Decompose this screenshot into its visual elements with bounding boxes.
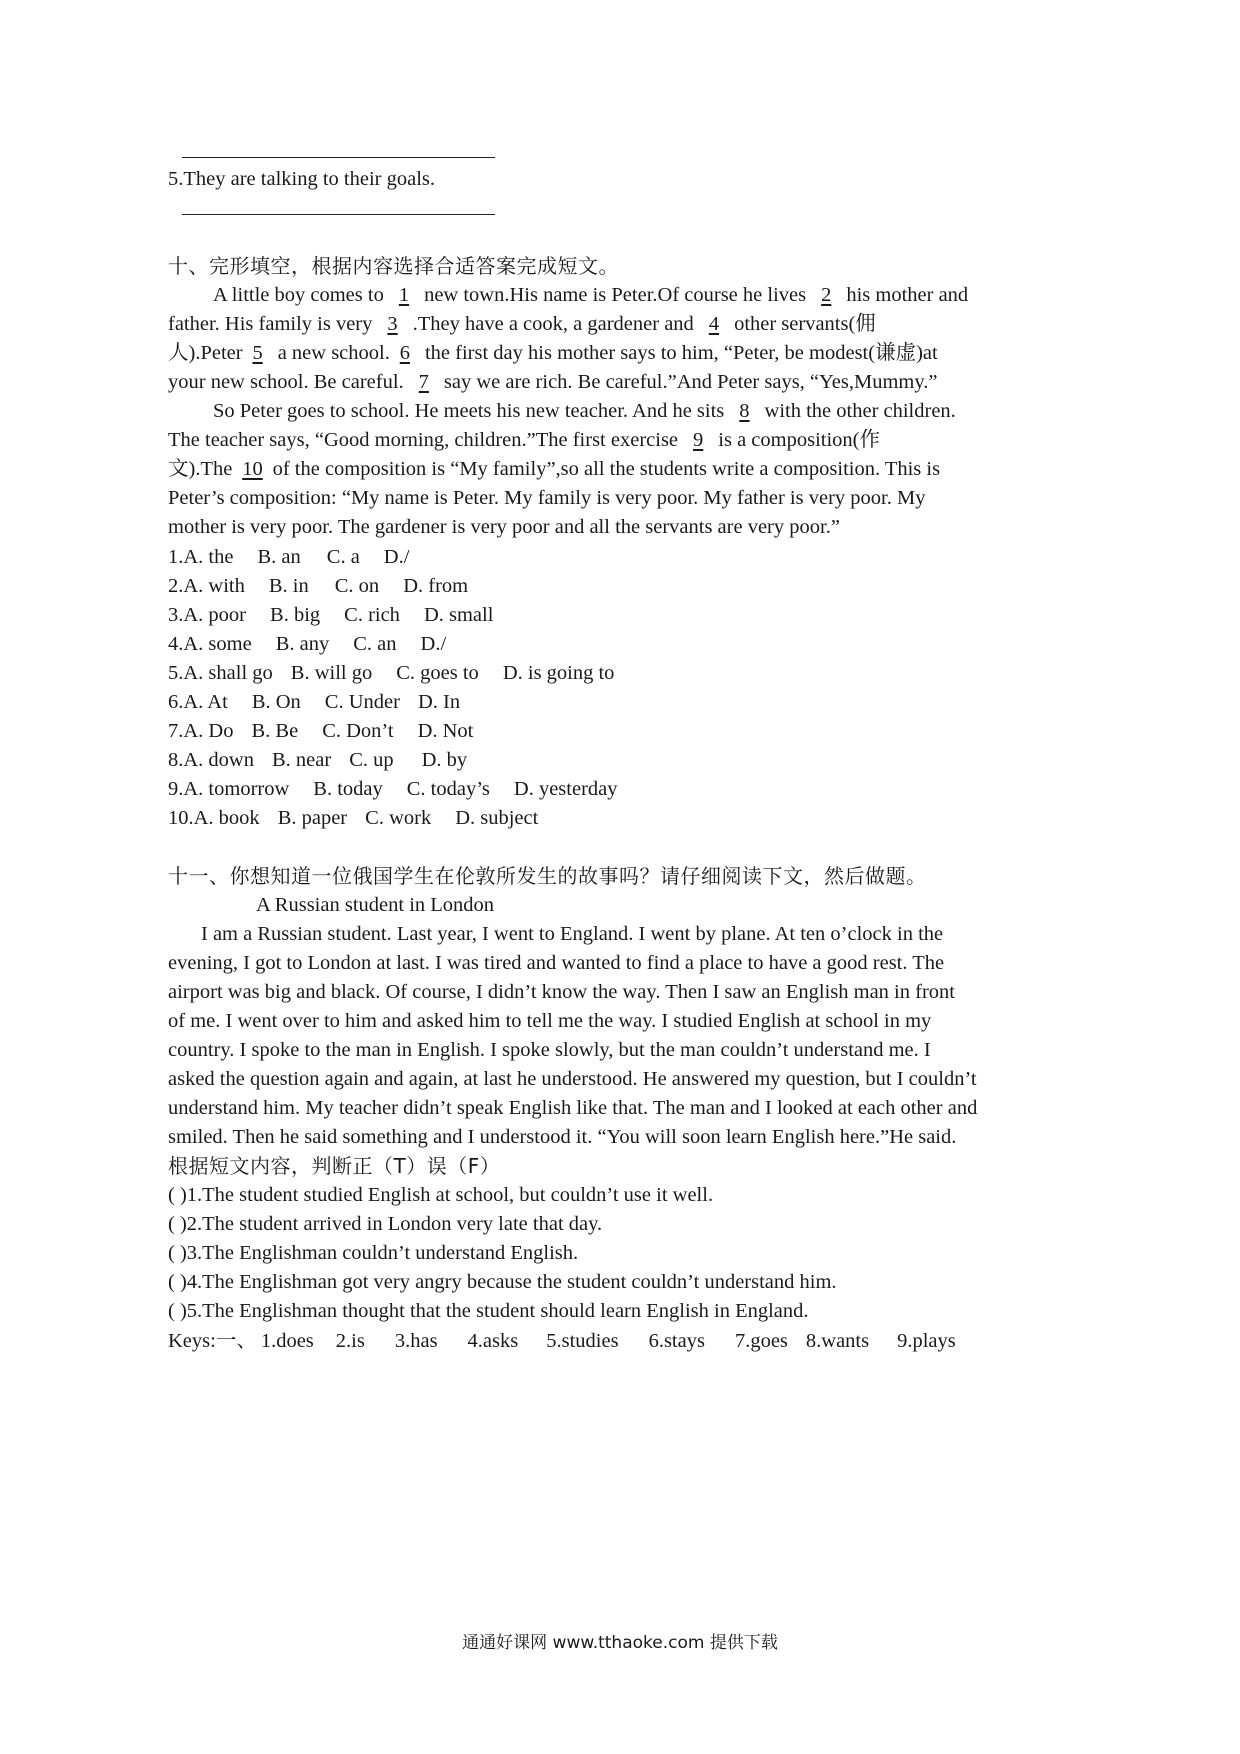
option-row-1 — [168, 541, 409, 574]
option-row-4 — [168, 628, 446, 661]
option: C. on — [334, 575, 380, 597]
text-run: say we are rich. Be careful.”And Peter says, “Yes,Mummy.” — [438, 371, 938, 393]
option: D. subject — [455, 807, 539, 829]
tf-question-4: ( )4.The Englishman got very angry because the student couldn’t understand him. — [168, 1271, 837, 1293]
reading-line-3: airport was big and black. Of course, I didn’t know the way. Then I saw an English man in front — [168, 981, 955, 1003]
reading-line-4: of me. I went over to him and asked him to tell me the way. I studied English at school in my — [168, 1010, 932, 1032]
text-run: your new school. Be careful. — [168, 371, 409, 393]
option-row-9 — [168, 773, 618, 806]
text-run: a new school. — [272, 342, 390, 364]
option-row-10 — [168, 802, 538, 835]
text-run: with the other children. — [759, 400, 956, 422]
option: C. rich — [344, 604, 400, 626]
reading-line-7: understand him. My teacher didn’t speak English like that. The man and I looked at each other and — [168, 1097, 978, 1119]
text-run: new town.His name is Peter.Of course he lives — [418, 284, 812, 306]
key-item: 6.stays — [648, 1330, 705, 1352]
reading-title: A Russian student in London — [256, 894, 495, 916]
cloze-p1-line2 — [168, 308, 876, 341]
option-row-5 — [168, 657, 614, 690]
key-item: 4.asks — [467, 1330, 519, 1352]
reading-line-5: country. I spoke to the man in English. I spoke slowly, but the man couldn’t understand me. I — [168, 1039, 931, 1061]
blank-4: 4 — [708, 313, 720, 335]
keys-label: Keys:一、 — [168, 1330, 257, 1352]
text-run: So Peter goes to school. He meets his new teacher. And he sits — [213, 400, 730, 422]
option: D./ — [383, 546, 410, 568]
option: 5.A. shall go — [168, 662, 273, 684]
text-run: the first day his mother says to him, “Peter, be modest(谦虚)at — [419, 342, 938, 364]
cloze-heading: 十、完形填空，根据内容选择合适答案完成短文。 — [168, 254, 619, 278]
option: D. Not — [417, 720, 474, 742]
option: C. Don’t — [322, 720, 394, 742]
blank-7: 7 — [418, 371, 429, 393]
option: 3.A. poor — [168, 604, 247, 626]
key-item: 3.has — [394, 1330, 438, 1352]
cloze-p2-line4: Peter’s composition: “My name is Peter. My family is very poor. My father is very poor. My — [168, 487, 926, 509]
option: C. work — [365, 807, 432, 829]
blank-9: 9 — [693, 429, 704, 451]
key-item: 7.goes — [734, 1330, 788, 1352]
cloze-p1-line1 — [213, 279, 968, 312]
text-run: father. His family is very — [168, 313, 378, 335]
reading-line-8: smiled. Then he said something and I understood it. “You will soon learn English here.”He said. — [168, 1126, 957, 1148]
text-run: 文).The — [168, 458, 238, 480]
option: D. In — [417, 691, 461, 713]
blank-8: 8 — [739, 400, 750, 422]
key-item: 9.plays — [897, 1330, 956, 1352]
key-item: 2.is — [335, 1330, 365, 1352]
option: B. today — [313, 778, 383, 800]
option-row-6 — [168, 686, 460, 719]
option: 8.A. down — [168, 749, 254, 771]
reading-line-6: asked the question again and again, at last he understood. He answered my question, but I couldn’t — [168, 1068, 977, 1090]
option: B. will go — [290, 662, 373, 684]
option: B. paper — [277, 807, 348, 829]
text-run: is a composition(作 — [713, 429, 880, 451]
option: B. big — [270, 604, 321, 626]
option: 6.A. At — [168, 691, 228, 713]
cloze-p2-line5: mother is very poor. The gardener is very poor and all the servants are very poor.” — [168, 516, 840, 538]
key-item: 1.does — [260, 1330, 314, 1352]
option: D. by — [421, 749, 468, 771]
option: B. Be — [251, 720, 299, 742]
sentence-item-5: 5.They are talking to their goals. — [168, 168, 435, 190]
option: D./ — [420, 633, 447, 655]
text-run: .They have a cook, a gardener and — [407, 313, 699, 335]
text-run: A little boy comes to — [213, 284, 389, 306]
true-false-instruction: 根据短文内容，判断正（T）误（F） — [168, 1154, 501, 1178]
option: C. Under — [324, 691, 400, 713]
text-run: his mother and — [841, 284, 969, 306]
answer-keys — [168, 1325, 956, 1358]
tf-question-1: ( )1.The student studied English at school, but couldn’t use it well. — [168, 1184, 714, 1206]
cloze-p1-line4 — [168, 366, 937, 399]
option: B. any — [275, 633, 330, 655]
cloze-p1-line3 — [168, 337, 938, 370]
reading-line-2: evening, I got to London at last. I was tired and wanted to find a place to have a good rest. The — [168, 952, 945, 974]
key-item: 8.wants — [805, 1330, 870, 1352]
option: D. small — [423, 604, 494, 626]
option: 4.A. some — [168, 633, 252, 655]
option: C. a — [326, 546, 360, 568]
option: 7.A. Do — [168, 720, 234, 742]
blank-6: 6 — [399, 342, 410, 364]
text-run: other servants(佣 — [728, 313, 876, 335]
tf-question-5: ( )5.The Englishman thought that the student should learn English in England. — [168, 1300, 809, 1322]
option: B. near — [271, 749, 332, 771]
blank-5: 5 — [252, 342, 263, 364]
option: B. an — [257, 546, 301, 568]
option-row-8 — [168, 744, 467, 777]
option-row-2 — [168, 570, 468, 603]
option: 9.A. tomorrow — [168, 778, 290, 800]
option: C. up — [349, 749, 394, 771]
option: D. is going to — [502, 662, 615, 684]
text-run: The teacher says, “Good morning, children.”The first exercise — [168, 429, 684, 451]
reading-heading: 十一、你想知道一位俄国学生在伦敦所发生的故事吗？请仔细阅读下文，然后做题。 — [168, 864, 927, 888]
cloze-p2-line1 — [213, 395, 956, 428]
option: B. in — [268, 575, 309, 597]
option: D. yesterday — [513, 778, 618, 800]
blank-3: 3 — [387, 313, 398, 335]
blank-1: 1 — [398, 284, 410, 306]
cloze-p2-line3 — [168, 453, 940, 486]
tf-question-3: ( )3.The Englishman couldn’t understand English. — [168, 1242, 579, 1264]
option: C. goes to — [396, 662, 479, 684]
reading-line-1: I am a Russian student. Last year, I went to England. I went by plane. At ten o’clock in the — [201, 923, 944, 945]
option: 2.A. with — [168, 575, 245, 597]
text-run: of the composition is “My family”,so all the students write a composition. This is — [267, 458, 941, 480]
option-row-7 — [168, 715, 473, 748]
cloze-p2-line2 — [168, 424, 880, 457]
answer-line-1 — [182, 157, 495, 158]
option: C. today’s — [406, 778, 490, 800]
option: D. from — [403, 575, 469, 597]
tf-question-2: ( )2.The student arrived in London very late that day. — [168, 1213, 603, 1235]
answer-line-2 — [182, 214, 495, 215]
option: C. an — [353, 633, 397, 655]
blank-10: 10 — [242, 458, 263, 480]
blank-2: 2 — [821, 284, 832, 306]
option: 10.A. book — [168, 807, 260, 829]
text-run: 人).Peter — [168, 342, 243, 364]
option: 1.A. the — [168, 546, 234, 568]
option-row-3 — [168, 599, 493, 632]
key-item: 5.studies — [546, 1330, 619, 1352]
page-footer: 通通好课网 www.tthaoke.com 提供下载 — [462, 1633, 778, 1653]
option: B. On — [251, 691, 301, 713]
